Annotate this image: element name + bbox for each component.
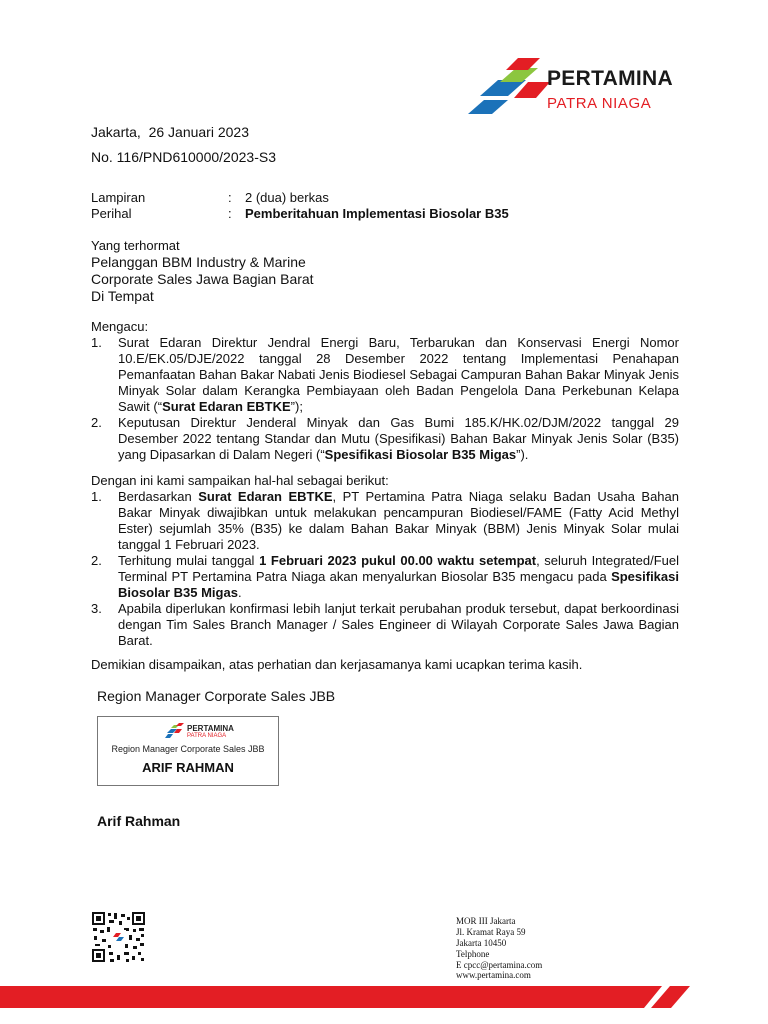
list-item: [91, 601, 679, 649]
list-text: Surat Edaran Direktur Jendral Energi Baru, Terbarukan dan Konservasi Energi Nomor 10.E/EK.05/DJE/2022 tanggal 28 Desember 2022 tentang Implementasi Penahapan Pemanfaatan Bahan Bakar Nabati Jenis Biodiesel Sebagai Campuran Bahan Bakar Minyak Jenis Minyak Solar dalam Kerangka Pembiayaan oleh Badan Pengelola Dana Perkebunan Kelapa Sawit (“: [118, 335, 679, 414]
signature-stamp: [97, 716, 279, 786]
attachment-colon: :: [228, 190, 232, 205]
list-text: ”);: [290, 399, 303, 414]
list-text: Apabila diperlukan konfirmasi lebih lanjut terkait perubahan produk tersebut, dapat berkoordinasi dengan Tim Sales Branch Manager / Sales Engineer di Wilayah Corporate Sales Jawa Bagian Barat.: [118, 601, 679, 648]
qr-code-icon: [91, 911, 146, 963]
referring-list: [91, 335, 679, 463]
footer-stripe: [0, 983, 768, 1024]
stamp-brand: PERTAMINA: [187, 724, 234, 733]
brand-subtitle: PATRA NIAGA: [547, 95, 652, 112]
recipient-line-3: Di Tempat: [91, 288, 154, 304]
list-item: [91, 415, 679, 463]
list-text-bold: Surat Edaran EBTKE: [162, 399, 291, 414]
list-number: 2.: [91, 553, 102, 568]
signer-name: Arif Rahman: [97, 813, 181, 829]
list-text: Keputusan Direktur Jenderal Minyak dan Gas Bumi 185.K/HK.02/DJM/2022 tanggal 29 Desember 2022 tentang Standar dan Mutu (Spesifikasi) Bahan Bakar Minyak Jenis Solar (B35) yang Dipasarkan di Dalam Negeri (“: [118, 415, 679, 462]
list-text: Berdasarkan: [118, 489, 199, 504]
closing-text: Demikian disampaikan, atas perhatian dan kerjasamanya kami ucapkan terima kasih.: [91, 657, 583, 672]
address-line: MOR III Jakarta: [456, 916, 516, 926]
list-number: 1.: [91, 335, 102, 350]
address-line: Telphone: [456, 949, 490, 959]
list-text: , seluruh Integrated/Fuel Terminal PT Pertamina Patra Niaga akan menyalurkan Biosolar B35 mengacu pada: [118, 553, 680, 584]
list-text: , PT Pertamina Patra Niaga selaku Badan Usaha Bahan Bakar Minyak diwajibkan untuk melakukan pencampuran Biodiesel/FAME (Fatty Acid Methyl Ester) sejumlah 35% (B35) ke dalam Bahan Bakar Minyak (BBM) Jenis Minyak Solar mulai tanggal 1 Februari 2023.: [118, 489, 679, 552]
subject-label: Perihal: [91, 206, 132, 221]
pertamina-logo-icon: [165, 723, 185, 739]
referring-title: Mengacu:: [91, 319, 149, 334]
list-item: [91, 553, 679, 601]
address-line: E cpcc@pertamina.com: [456, 960, 543, 970]
recipient-line-2: Corporate Sales Jawa Bagian Barat: [91, 271, 314, 287]
points-title: Dengan ini kami sampaikan hal-hal sebagai berikut:: [91, 473, 389, 488]
list-text: .: [237, 585, 242, 600]
address-line: www.pertamina.com: [456, 970, 531, 980]
stamp-signer-name: ARIF RAHMAN: [142, 760, 234, 775]
stamp-brand-subtitle: PATRA NIAGA: [187, 733, 227, 739]
letter-number: No. 116/PND610000/2023-S3: [91, 149, 276, 165]
address-line: Jakarta 10450: [456, 938, 507, 948]
subject-value: Pemberitahuan Implementasi Biosolar B35: [245, 206, 509, 221]
signer-title: Region Manager Corporate Sales JBB: [97, 688, 336, 704]
address-line: Jl. Kramat Raya 59: [456, 927, 526, 937]
place-date: Jakarta, 26 Januari 2023: [91, 124, 249, 140]
brand-name: PERTAMINA: [547, 67, 673, 90]
salutation: Yang terhormat: [91, 238, 180, 253]
stamp-role: Region Manager Corporate Sales JBB: [111, 744, 265, 754]
recipient-line-1: Pelanggan BBM Industry & Marine: [91, 254, 306, 270]
list-item: [91, 335, 679, 415]
attachment-label: Lampiran: [91, 190, 146, 205]
attachment-value: 2 (dua) berkas: [245, 190, 329, 205]
list-item: [91, 489, 679, 553]
subject-colon: :: [228, 206, 232, 221]
list-number: 1.: [91, 489, 102, 504]
list-text-bold: Spesifikasi Biosolar B35 Migas: [118, 569, 679, 600]
list-text: ”).: [516, 447, 529, 462]
list-text-bold: Spesifikasi Biosolar B35 Migas: [324, 447, 517, 462]
list-number: 3.: [91, 601, 102, 616]
points-list: [91, 489, 679, 649]
list-number: 2.: [91, 415, 102, 430]
list-text-bold: Surat Edaran EBTKE: [198, 489, 333, 504]
list-text-bold: 1 Februari 2023 pukul 00.00 waktu setempat: [259, 553, 537, 568]
list-text: Terhitung mulai tanggal: [118, 553, 260, 568]
